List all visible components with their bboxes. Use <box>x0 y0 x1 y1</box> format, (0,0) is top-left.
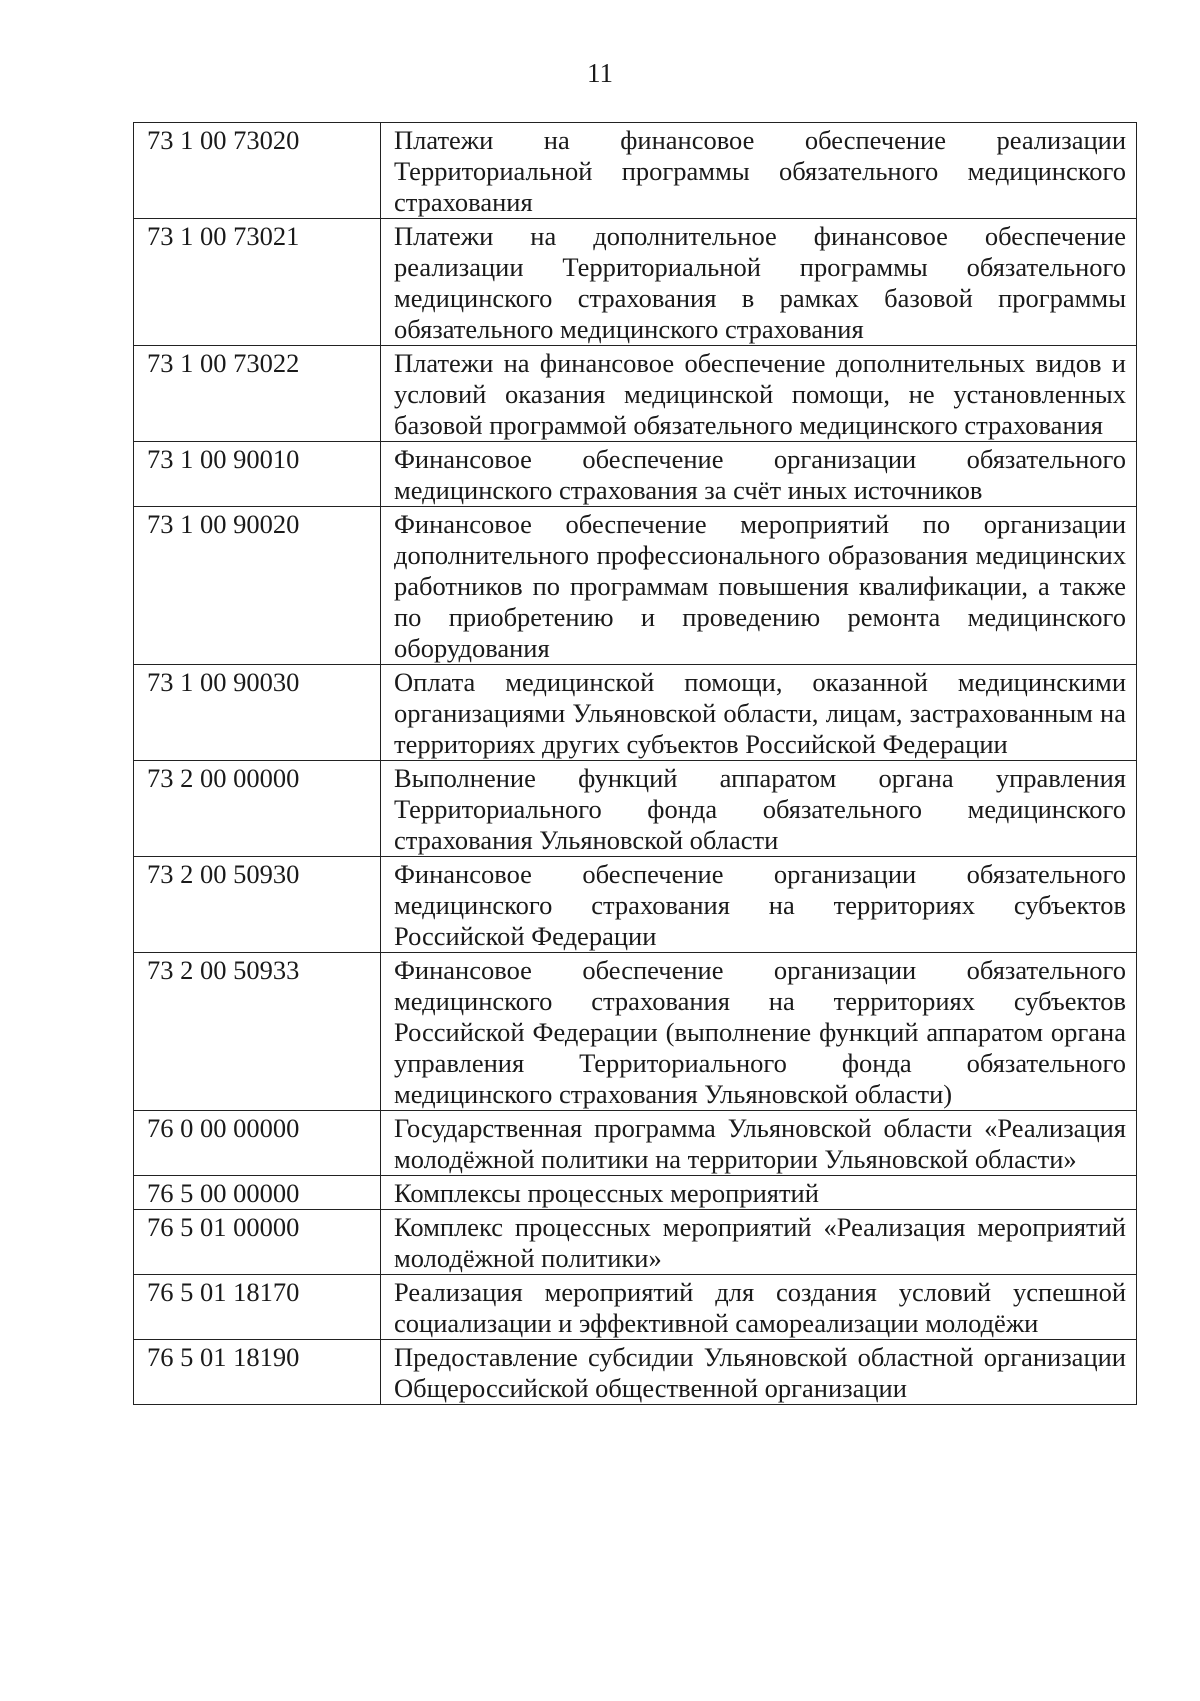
table-row <box>134 953 1137 1111</box>
table-row <box>134 346 1137 442</box>
table-body <box>134 123 1137 1405</box>
description-cell: Реализация мероприятий для создания условий успешной социализации и эффективной самореализации молодёжи <box>381 1275 1137 1340</box>
code-cell: 73 1 00 73020 <box>134 123 381 219</box>
description-cell: Комплексы процессных мероприятий <box>381 1176 1137 1210</box>
table-row <box>134 442 1137 507</box>
description-cell: Финансовое обеспечение мероприятий по организации дополнительного профессионального образования медицинских работников по программам повышения квалификации, а также по приобретению и проведению ремонта медицинского оборудования <box>381 507 1137 665</box>
code-cell: 73 2 00 00000 <box>134 761 381 857</box>
code-cell: 76 5 01 00000 <box>134 1210 381 1275</box>
code-cell: 76 5 00 00000 <box>134 1176 381 1210</box>
table-row <box>134 1176 1137 1210</box>
description-cell: Выполнение функций аппаратом органа управления Территориального фонда обязательного медицинского страхования Ульяновской области <box>381 761 1137 857</box>
code-cell: 73 2 00 50933 <box>134 953 381 1111</box>
code-cell: 73 1 00 73021 <box>134 219 381 346</box>
code-cell: 73 1 00 90010 <box>134 442 381 507</box>
code-cell: 76 0 00 00000 <box>134 1111 381 1176</box>
description-cell: Комплекс процессных мероприятий «Реализация мероприятий молодёжной политики» <box>381 1210 1137 1275</box>
budget-codes-table <box>133 122 1137 1405</box>
table-row <box>134 1210 1137 1275</box>
description-cell: Платежи на финансовое обеспечение дополнительных видов и условий оказания медицинской помощи, не установленных базовой программой обязательного медицинского страхования <box>381 346 1137 442</box>
table-row <box>134 1275 1137 1340</box>
code-cell: 73 2 00 50930 <box>134 857 381 953</box>
description-cell: Платежи на дополнительное финансовое обеспечение реализации Территориальной программы обязательного медицинского страхования в рамках базовой программы обязательного медицинского страхования <box>381 219 1137 346</box>
table-row <box>134 123 1137 219</box>
code-cell: 76 5 01 18170 <box>134 1275 381 1340</box>
description-cell: Предоставление субсидии Ульяновской областной организации Общероссийской общественной организации <box>381 1340 1137 1405</box>
description-cell: Государственная программа Ульяновской области «Реализация молодёжной политики на территории Ульяновской области» <box>381 1111 1137 1176</box>
code-cell: 73 1 00 90020 <box>134 507 381 665</box>
table-row <box>134 761 1137 857</box>
table-row <box>134 507 1137 665</box>
description-cell: Оплата медицинской помощи, оказанной медицинскими организациями Ульяновской области, лицам, застрахованным на территориях других субъектов Российской Федерации <box>381 665 1137 761</box>
table-row <box>134 665 1137 761</box>
code-cell: 73 1 00 90030 <box>134 665 381 761</box>
code-cell: 73 1 00 73022 <box>134 346 381 442</box>
description-cell: Финансовое обеспечение организации обязательного медицинского страхования на территориях субъектов Российской Федерации (выполнение функций аппаратом органа управления Территориального фонда обязательного медицинского страхования Ульяновской области) <box>381 953 1137 1111</box>
table-row <box>134 1111 1137 1176</box>
page-number: 11 <box>587 58 613 88</box>
description-cell: Финансовое обеспечение организации обязательного медицинского страхования на территориях субъектов Российской Федерации <box>381 857 1137 953</box>
description-cell: Платежи на финансовое обеспечение реализации Территориальной программы обязательного медицинского страхования <box>381 123 1137 219</box>
description-cell: Финансовое обеспечение организации обязательного медицинского страхования за счёт иных источников <box>381 442 1137 507</box>
table-row <box>134 219 1137 346</box>
code-cell: 76 5 01 18190 <box>134 1340 381 1405</box>
table-row <box>134 857 1137 953</box>
table-row <box>134 1340 1137 1405</box>
